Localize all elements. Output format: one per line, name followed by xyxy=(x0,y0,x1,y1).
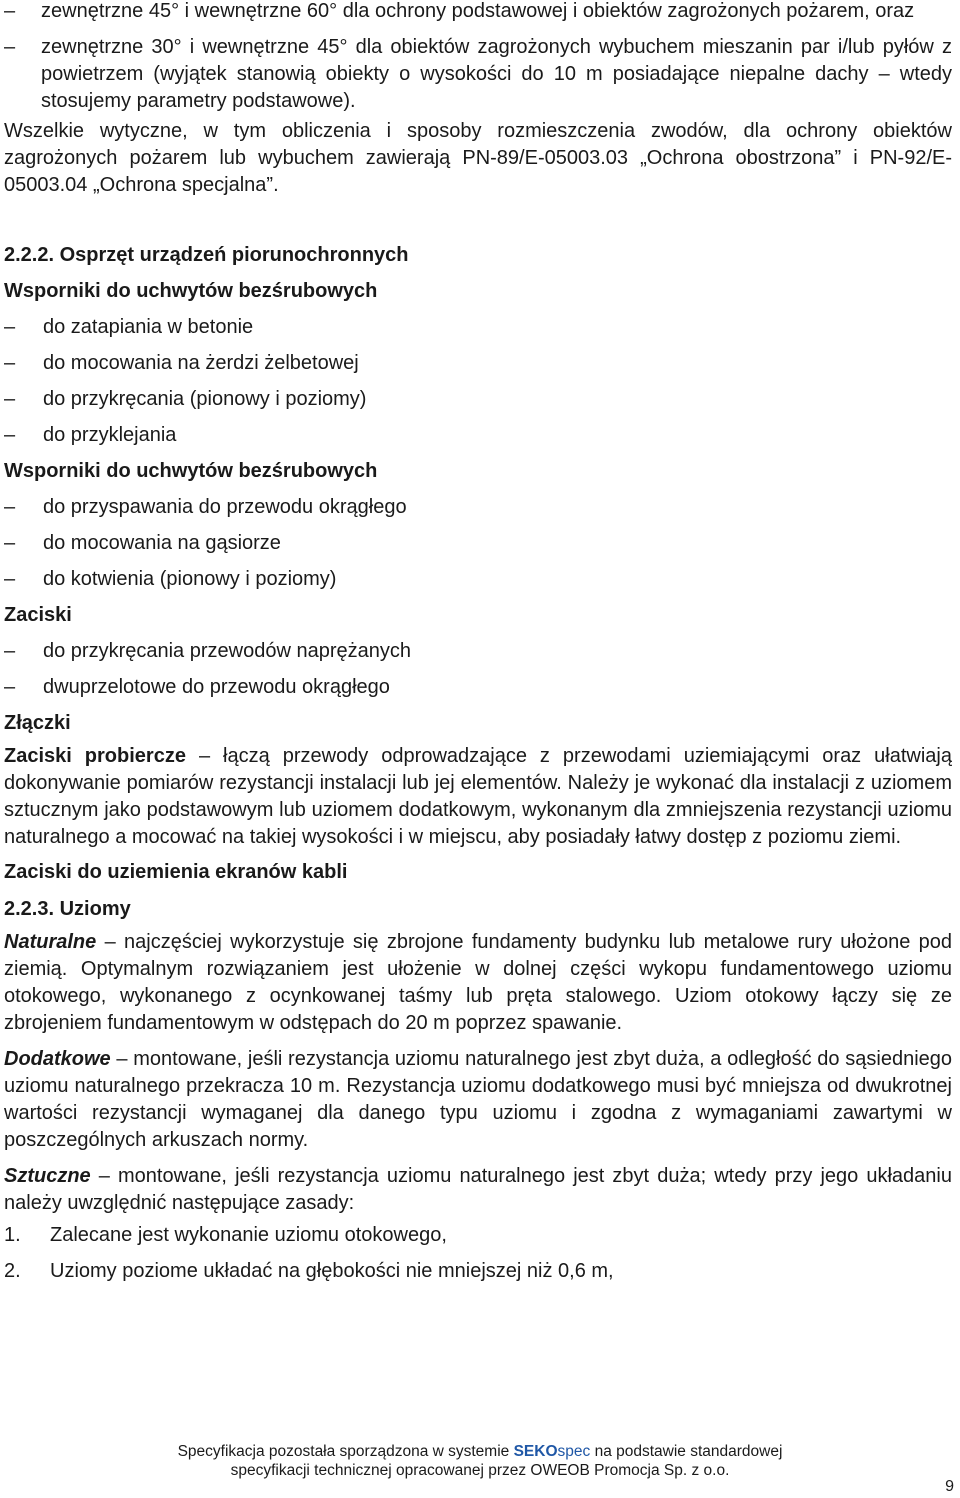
heading-wsporniki-1: Wsporniki do uchwytów bezśrubowych xyxy=(4,280,378,302)
dash-bullet: – xyxy=(4,568,16,590)
item-text: Uziomy poziome układać na głębokości nie mniejszej niż 0,6 m, xyxy=(50,1260,614,1282)
list-item xyxy=(4,309,952,345)
list-item-text: do kotwienia (pionowy i poziomy) xyxy=(43,568,337,590)
list-item xyxy=(4,381,952,417)
dash-bullet: – xyxy=(4,424,16,446)
numbered-item xyxy=(4,1253,952,1289)
list-item-text: do przykręcania (pionowy i poziomy) xyxy=(43,388,367,410)
brand-seko: SEKO xyxy=(513,1443,558,1460)
list-item xyxy=(4,525,952,561)
dash-bullet: – xyxy=(4,352,16,374)
heading-wsporniki-2: Wsporniki do uchwytów bezśrubowych xyxy=(4,460,378,482)
list-item-text: do mocowania na żerdzi żelbetowej xyxy=(43,352,359,374)
paragraph-zaciski-probiercze xyxy=(4,743,952,851)
dash-bullet: – xyxy=(4,640,16,662)
page-footer xyxy=(0,1442,960,1480)
list-item xyxy=(4,34,952,115)
list-item-text: do mocowania na gąsiorze xyxy=(43,532,281,554)
term-naturalne: Naturalne xyxy=(4,931,97,953)
intro-paragraph: Wszelkie wytyczne, w tym obliczenia i sposoby rozmieszczenia zwodów, dla ochrony obiektów zagrożonych pożarem lub wybuchem zawierają PN-89/E-05003.03 „Ochrona obostrzona” i PN-92/E-05003.04 „Ochrona specjalna”. xyxy=(4,120,952,196)
paragraph-text: – montowane, jeśli rezystancja uziomu naturalnego jest zbyt duża, a odległość do sąsiedniego uziomu naturalnego przekracza 10 m. Rezystancja uziomu dodatkowego musi być mniejsza od dwukrotnej wartości rezystancji wymaganej dla danego typu uziomu i zgodna z wymaganiami zawartymi w poszczególnych arkuszach normy. xyxy=(4,1048,953,1151)
dash-bullet: – xyxy=(4,676,16,698)
term-dodatkowe: Dodatkowe xyxy=(4,1048,111,1070)
dash-bullet: – xyxy=(4,316,16,338)
list-item-text: do zatapiania w betonie xyxy=(43,316,254,338)
list-item xyxy=(4,345,952,381)
dash-bullet: – xyxy=(4,0,16,22)
paragraph-naturalne xyxy=(4,929,952,1037)
footer-line-2: specyfikacji technicznej opracowanej przez OWEOB Promocja Sp. z o.o. xyxy=(230,1462,730,1479)
list-item-text: dwuprzelotowe do przewodu okrągłego xyxy=(43,676,390,698)
list-item-text: do przyspawania do przewodu okrągłego xyxy=(43,496,407,518)
paragraph-sztuczne xyxy=(4,1163,952,1217)
heading-zaciski-ekranow: Zaciski do uziemienia ekranów kabli xyxy=(4,861,348,883)
heading-zlaczki: Złączki xyxy=(4,712,71,734)
paragraph-text: – łączą przewody odprowadzające z przewodami uziemiającymi oraz ułatwiają dokonywanie pomiarów rezystancji instalacji lub jej elementów. Należy je wykonać dla instalacji z uziomem sztucznym jako podstawowym lub uziomem dodatkowym, wykonanym dla zmniejszenia rezystancji uziomu naturalnego a mocować na takiej wysokości i w miejscu, aby posiadały łatwy dostęp z poziomu ziemi. xyxy=(4,745,952,848)
list-item-text: zewnętrzne 45° i wewnętrzne 60° dla ochrony podstawowej i obiektów zagrożonych pożarem, oraz xyxy=(41,0,915,22)
footer-line-1 xyxy=(0,1442,960,1461)
paragraph-text: – montowane, jeśli rezystancja uziomu naturalnego jest zbyt duża; wtedy przy jego układaniu należy uwzględnić następujące zasady: xyxy=(4,1165,952,1214)
term-sztuczne: Sztuczne xyxy=(4,1165,91,1187)
list-item xyxy=(4,633,952,669)
list-item xyxy=(4,669,952,705)
dash-bullet: – xyxy=(4,36,16,58)
brand-spec: spec xyxy=(557,1443,591,1460)
list-item-text: do przykręcania przewodów naprężanych xyxy=(43,640,411,662)
dash-bullet: – xyxy=(4,496,16,518)
footer-text: na podstawie standardowej xyxy=(590,1443,783,1460)
paragraph-text: – najczęściej wykorzystuje się zbrojone fundamenty budynku lub metalowe rury ułożone pod ziemią. Optymalnym rozwiązaniem jest ułożenie w dolnej części wykopu fundamentowego uziomu otokowego, wykonanego z ocynkowanej taśmy lub pręta stalowego. Uziom otokowy łączy się ze zbrojeniem fundamentowym w odstępach do 20 m poprzez spawanie. xyxy=(4,931,953,1034)
list-item-text: do przyklejania xyxy=(43,424,177,446)
numbered-item xyxy=(4,1217,952,1253)
term-zaciski-probiercze: Zaciski probiercze xyxy=(4,745,186,767)
list-item xyxy=(4,417,952,453)
item-number: 1. xyxy=(4,1224,21,1246)
list-item-text: zewnętrzne 30° i wewnętrzne 45° dla obiektów zagrożonych wybuchem mieszanin par i/lub pyłów z powietrzem (wyjątek stanowią obiekty o wysokości do 10 m posiadające niepalne dachy – wtedy stosujemy parametry podstawowe). xyxy=(41,36,952,112)
heading-zaciski: Zaciski xyxy=(4,604,72,626)
page-number: 9 xyxy=(945,1478,954,1495)
list-item xyxy=(4,561,952,597)
section-title-223: 2.2.3. Uziomy xyxy=(4,898,131,920)
footer-text: Specyfikacja pozostała sporządzona w systemie xyxy=(177,1443,514,1460)
item-number: 2. xyxy=(4,1260,21,1282)
section-title-222: 2.2.2. Osprzęt urządzeń piorunochronnych xyxy=(4,244,409,266)
dash-bullet: – xyxy=(4,532,16,554)
paragraph-dodatkowe xyxy=(4,1046,952,1154)
list-item xyxy=(4,0,952,25)
list-item xyxy=(4,489,952,525)
item-text: Zalecane jest wykonanie uziomu otokowego, xyxy=(50,1224,447,1246)
document-page xyxy=(4,0,952,1289)
dash-bullet: – xyxy=(4,388,16,410)
